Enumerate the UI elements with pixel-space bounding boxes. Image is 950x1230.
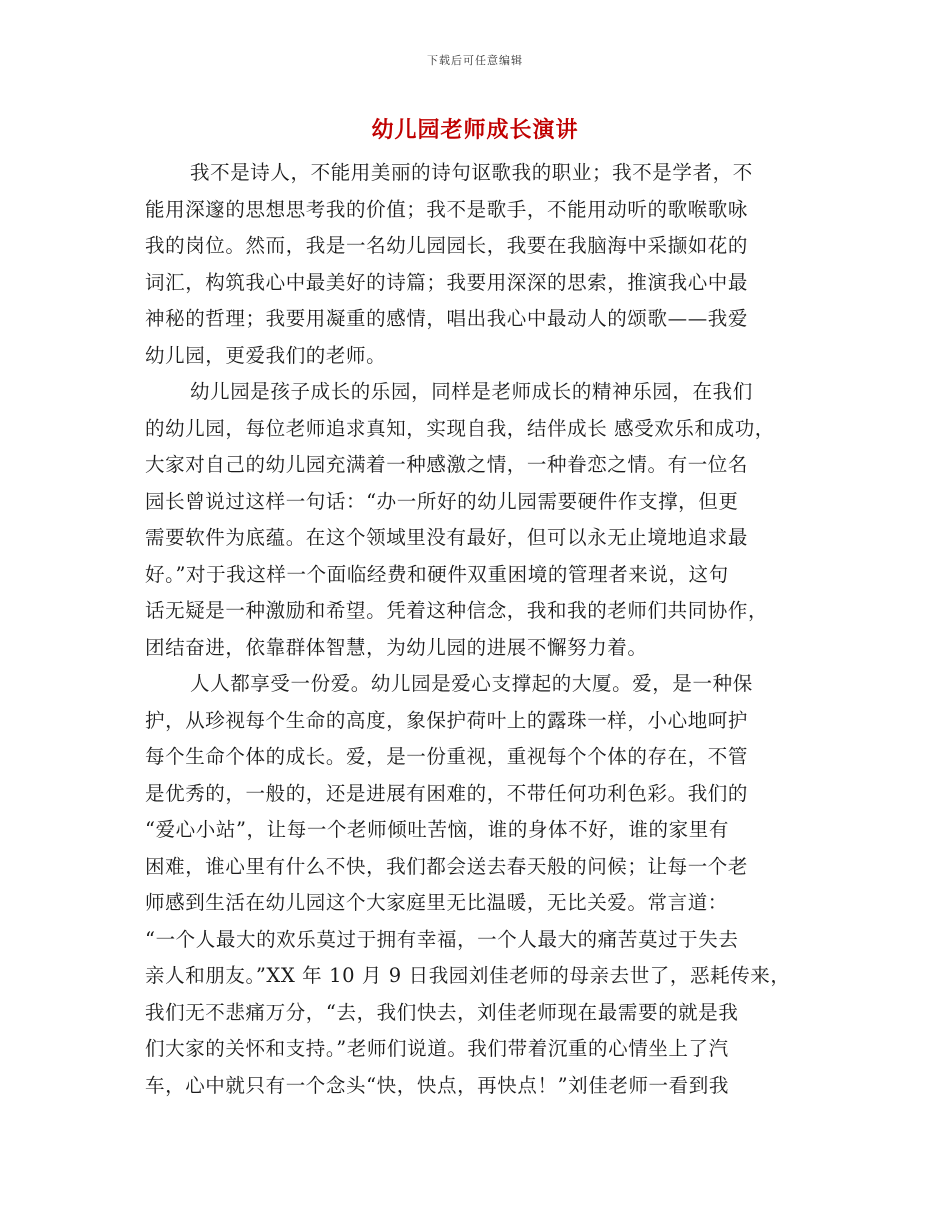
paragraph-3-line-9: 亲人和朋友。”XX 年 10 月 9 日我园刘佳老师的母亲去世了，恶耗传来， [145, 964, 791, 987]
paragraph-2-line-3: 大家对自己的幼儿园充满着一种感激之情，一种眷恋之情。有一位名 [145, 453, 749, 476]
paragraph-1-line-4: 词汇，构筑我心中最美好的诗篇；我要用深深的思索，推演我心中最 [145, 270, 749, 294]
paragraph-3-line-7: 师感到生活在幼儿园这个大家庭里无比温暖，无比关爱。常言道： [145, 891, 728, 914]
paragraph-2-line-6: 好。”对于我这样一个面临经费和硬件双重困境的管理者来说，这句 [145, 562, 729, 586]
paragraph-2-line-2: 的幼儿园，每位老师追求真知，实现自我，结伴成长 感受欢乐和成功， [145, 416, 775, 440]
paragraph-2-line-4: 园长曾说过这样一句话：“办一所好的幼儿园需要硬件作支撑，但更 [145, 489, 739, 513]
paragraph-2-line-5: 需要软件为底蕴。在这个领域里没有最好，但可以永无止境地追求最 [145, 526, 749, 549]
paragraph-2-line-8: 团结奋进，依靠群体智慧，为幼儿园的进展不懈努力着。 [145, 635, 648, 659]
paragraph-3-line-8: “一个人最大的欢乐莫过于拥有幸福，一个人最大的痛苦莫过于失去 [145, 927, 739, 951]
document-body [145, 155, 800, 1104]
document-title: 幼儿园老师成长演讲 [371, 117, 579, 143]
paragraph-3-line-10: 我们无不悲痛万分，“去，我们快去，刘佳老师现在最需要的就是我 [145, 1000, 739, 1024]
paragraph-3-line-11: 们大家的关怀和支持。”老师们说道。我们带着沉重的心情坐上了汽 [145, 1037, 729, 1060]
paragraph-3-line-6: 困难，谁心里有什么不快，我们都会送去春天般的问候；让每一个老 [145, 854, 749, 878]
paragraph-3-line-3: 每个生命个体的成长。爱，是一份重视，重视每个个体的存在，不管 [145, 745, 749, 768]
paragraph-1-line-3: 我的岗位。然而，我是一名幼儿园园长，我要在我脑海中采撷如花的 [145, 234, 749, 257]
paragraph-3-line-2: 护，从珍视每个生命的高度，象保护荷叶上的露珠一样，小心地呵护 [145, 708, 749, 732]
paragraph-3-line-12: 车，心中就只有一个念头“快，快点，再快点！”刘佳老师一看到我 [145, 1073, 729, 1097]
paragraph-1-line-2: 能用深邃的思想思考我的价值；我不是歌手，不能用动听的歌喉歌咏 [145, 197, 749, 221]
paragraph-1-line-6: 幼儿园，更爱我们的老师。 [145, 343, 387, 367]
paragraph-3-line-5: “爱心小站”，让每一个老师倾吐苦恼，谁的身体不好，谁的家里有 [145, 818, 729, 841]
paragraph-3-line-4: 是优秀的，一般的，还是进展有困难的，不带任何功利色彩。我们的 [145, 781, 749, 805]
paragraph-1-line-5: 神秘的哲理；我要用凝重的感情，唱出我心中最动人的颂歌——我爱 [145, 307, 749, 330]
paragraph-2-line-1: 幼儿园是孩子成长的乐园，同样是老师成长的精神乐园，在我们 [190, 380, 753, 403]
paragraph-1-line-1: 我不是诗人，不能用美丽的诗句讴歌我的职业；我不是学者，不 [190, 161, 753, 184]
paragraph-2-line-7: 话无疑是一种激励和希望。凭着这种信念，我和我的老师们共同协作， [145, 599, 769, 622]
paragraph-3-line-1: 人人都享受一份爱。幼儿园是爱心支撑起的大厦。爱，是一种保 [190, 672, 753, 695]
page-header: 下载后可任意编辑 [427, 54, 523, 67]
